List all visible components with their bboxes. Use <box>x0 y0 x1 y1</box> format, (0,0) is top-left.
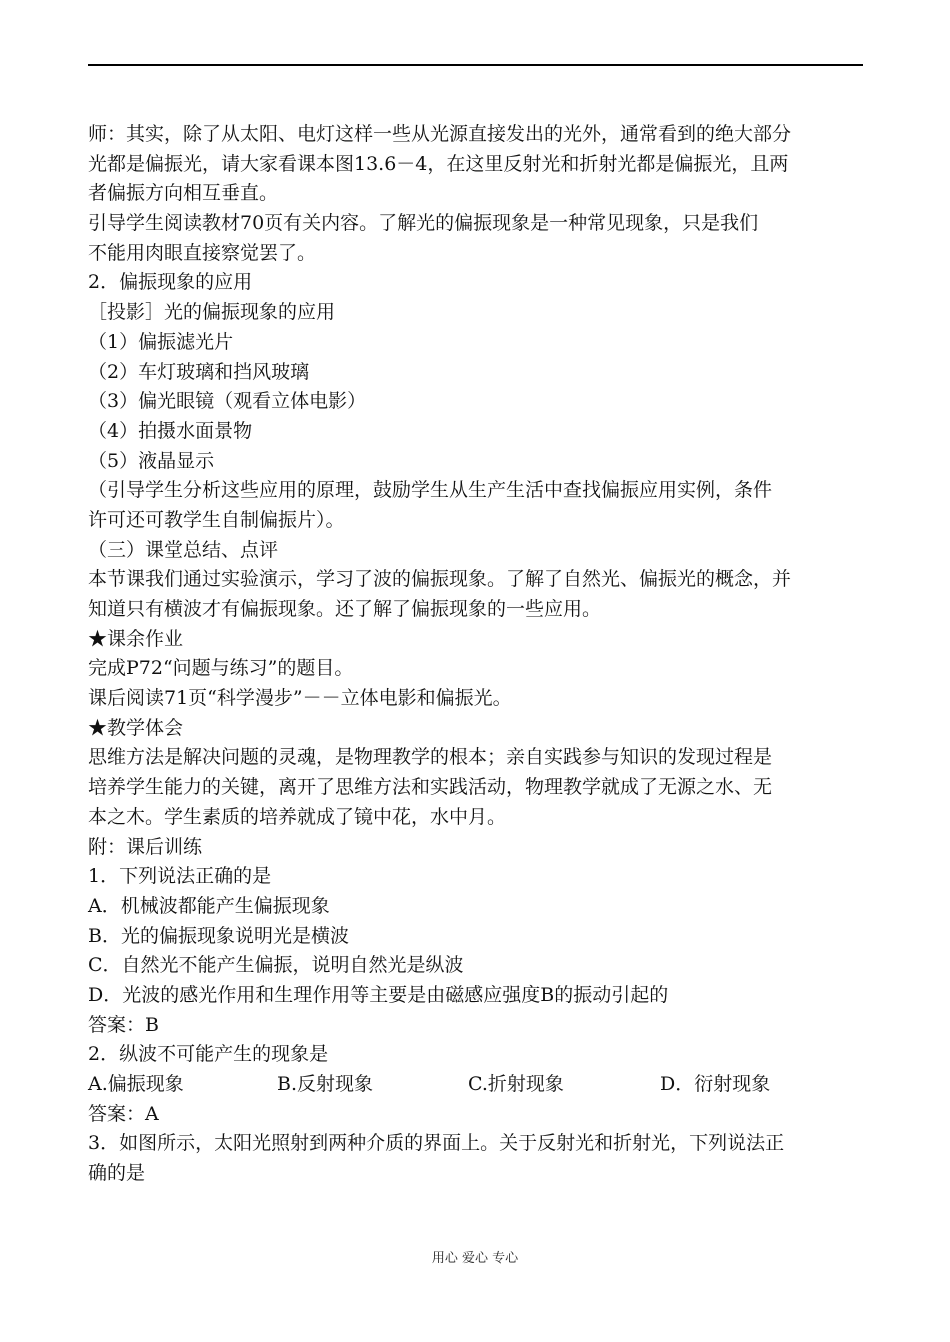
text-line: 光都是偏振光，请大家看课本图13.6－4，在这里反射光和折射光都是偏振光，且两 <box>88 152 789 175</box>
text-line: 师：其实，除了从太阳、电灯这样一些从光源直接发出的光外，通常看到的绝大部分 <box>88 123 792 145</box>
question: 1．下列说法正确的是 <box>88 865 272 888</box>
text-line: ［投影］光的偏振现象的应用 <box>88 301 336 324</box>
text-line: 完成P72“问题与练习”的题目。 <box>88 657 354 680</box>
question: 2．纵波不可能产生的现象是 <box>88 1043 329 1066</box>
header-rule <box>88 64 863 66</box>
text-line: 课后阅读71页“科学漫步”－－立体电影和偏振光。 <box>88 687 512 710</box>
question: 确的是 <box>88 1162 146 1185</box>
text-line: 引导学生阅读教材70页有关内容。了解光的偏振现象是一种常见现象，只是我们 <box>88 212 759 235</box>
option: A.偏振现象 <box>88 1073 184 1095</box>
option: C．自然光不能产生偏振，说明自然光是纵波 <box>88 954 464 977</box>
option: B.反射现象 <box>277 1073 374 1095</box>
option: B．光的偏振现象说明光是横波 <box>88 924 349 947</box>
answer: 答案：A <box>88 1102 159 1125</box>
list-item: （3）偏光眼镜（观看立体电影） <box>88 390 367 413</box>
page-content <box>88 120 873 1189</box>
section-heading: 附：课后训练 <box>88 835 203 858</box>
question: 3．如图所示，太阳光照射到两种介质的界面上。关于反射光和折射光，下列说法正 <box>88 1132 785 1155</box>
text-line: 不能用肉眼直接察觉罢了。 <box>88 241 317 264</box>
list-item: （2）车灯玻璃和挡风玻璃 <box>88 360 310 383</box>
page-footer: 用心 爱心 专心 <box>431 1251 519 1266</box>
text-line: 思维方法是解决问题的灵魂，是物理教学的根本；亲自实践参与知识的发现过程是 <box>88 746 773 769</box>
option: C.折射现象 <box>468 1073 564 1095</box>
text-line: 许可还可教学生自制偏振片）。 <box>88 508 345 531</box>
list-item: （1）偏振滤光片 <box>88 330 234 353</box>
answer: 答案：B <box>88 1013 159 1036</box>
section-heading: （三）课堂总结、点评 <box>88 538 279 561</box>
list-item: （4）拍摄水面景物 <box>88 419 253 442</box>
list-item: （5）液晶显示 <box>88 449 215 472</box>
text-line: （引导学生分析这些应用的原理，鼓励学生从生产生活中查找偏振应用实例，条件 <box>88 479 773 502</box>
section-heading: ★课余作业 <box>88 627 184 650</box>
text-line: 知道只有横波才有偏振现象。还了解了偏振现象的一些应用。 <box>88 598 602 620</box>
text-line: 培养学生能力的关键，离开了思维方法和实践活动，物理教学就成了无源之水、无 <box>88 776 773 799</box>
section-heading: ★教学体会 <box>88 716 184 739</box>
text-line: 本节课我们通过实验演示，学习了波的偏振现象。了解了自然光、偏振光的概念，并 <box>88 568 792 591</box>
option: D．光波的感光作用和生理作用等主要是由磁感应强度B的振动引起的 <box>88 983 669 1006</box>
text-line: 本之木。学生素质的培养就成了镜中花，水中月。 <box>88 805 507 828</box>
option: A．机械波都能产生偏振现象 <box>88 894 330 917</box>
text-line: 者偏振方向相互垂直。 <box>88 182 279 205</box>
section-heading: 2．偏振现象的应用 <box>88 271 253 294</box>
q2-choices <box>88 1070 873 1100</box>
option: D．衍射现象 <box>660 1073 771 1095</box>
